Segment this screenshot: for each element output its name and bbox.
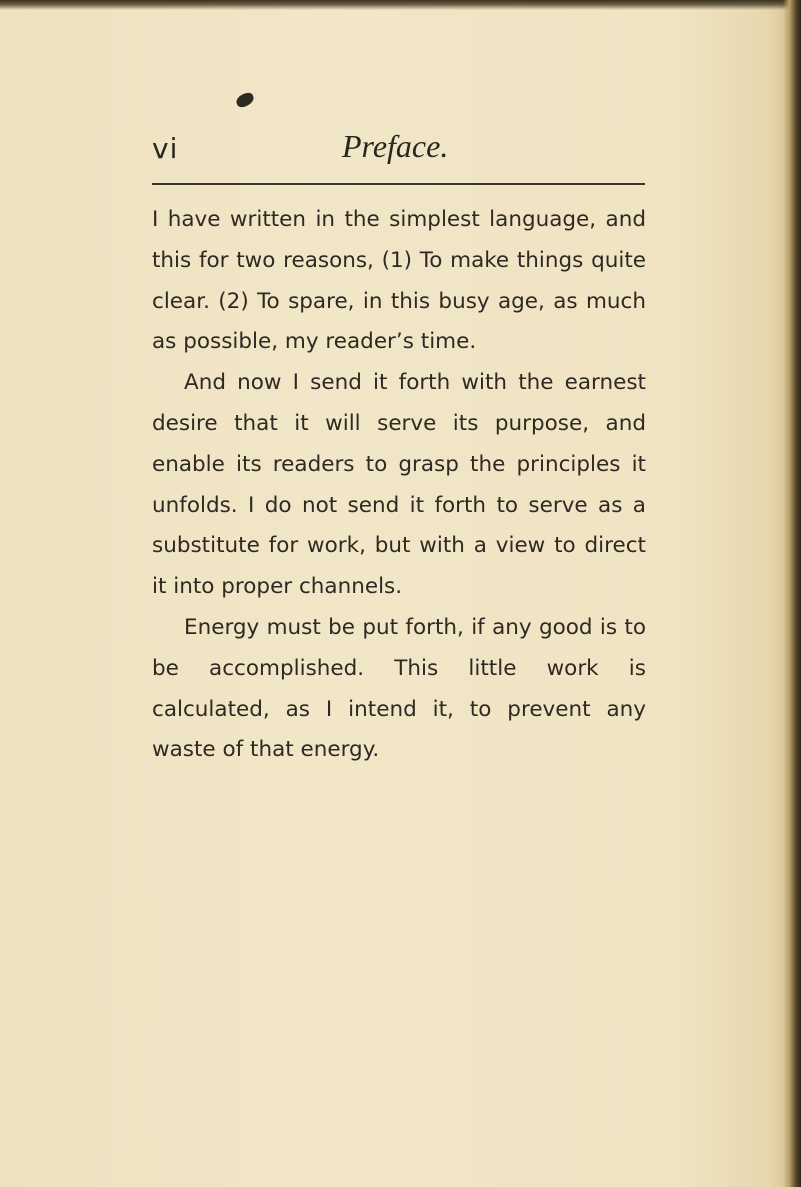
ink-blot-ornament [234, 91, 255, 109]
paragraph-2: And now I send it forth with the earnest desire that it will serve its purpose, and enable its readers to grasp the principles it unfolds. I do not send it forth to serve as a substitute for work, but with a view to direct it into proper channels. [152, 370, 646, 600]
page-top-edge [0, 0, 801, 10]
page-number: vi [152, 132, 179, 165]
page-header [152, 128, 652, 178]
paragraph-1: I have written in the simplest language, and this for two reasons, (1) To make things quite clear. (2) To spare, in this busy age, as much as possible, my reader’s time. [152, 207, 646, 355]
running-title: Preface. [342, 128, 449, 164]
paragraph-3: Energy must be put forth, if any good is to be accomplished. This little work is calculated, as I intend it, to prevent any waste of that energy. [152, 614, 646, 763]
body-text [152, 200, 646, 771]
page-binding-edge [783, 0, 801, 1187]
header-rule [152, 183, 645, 185]
